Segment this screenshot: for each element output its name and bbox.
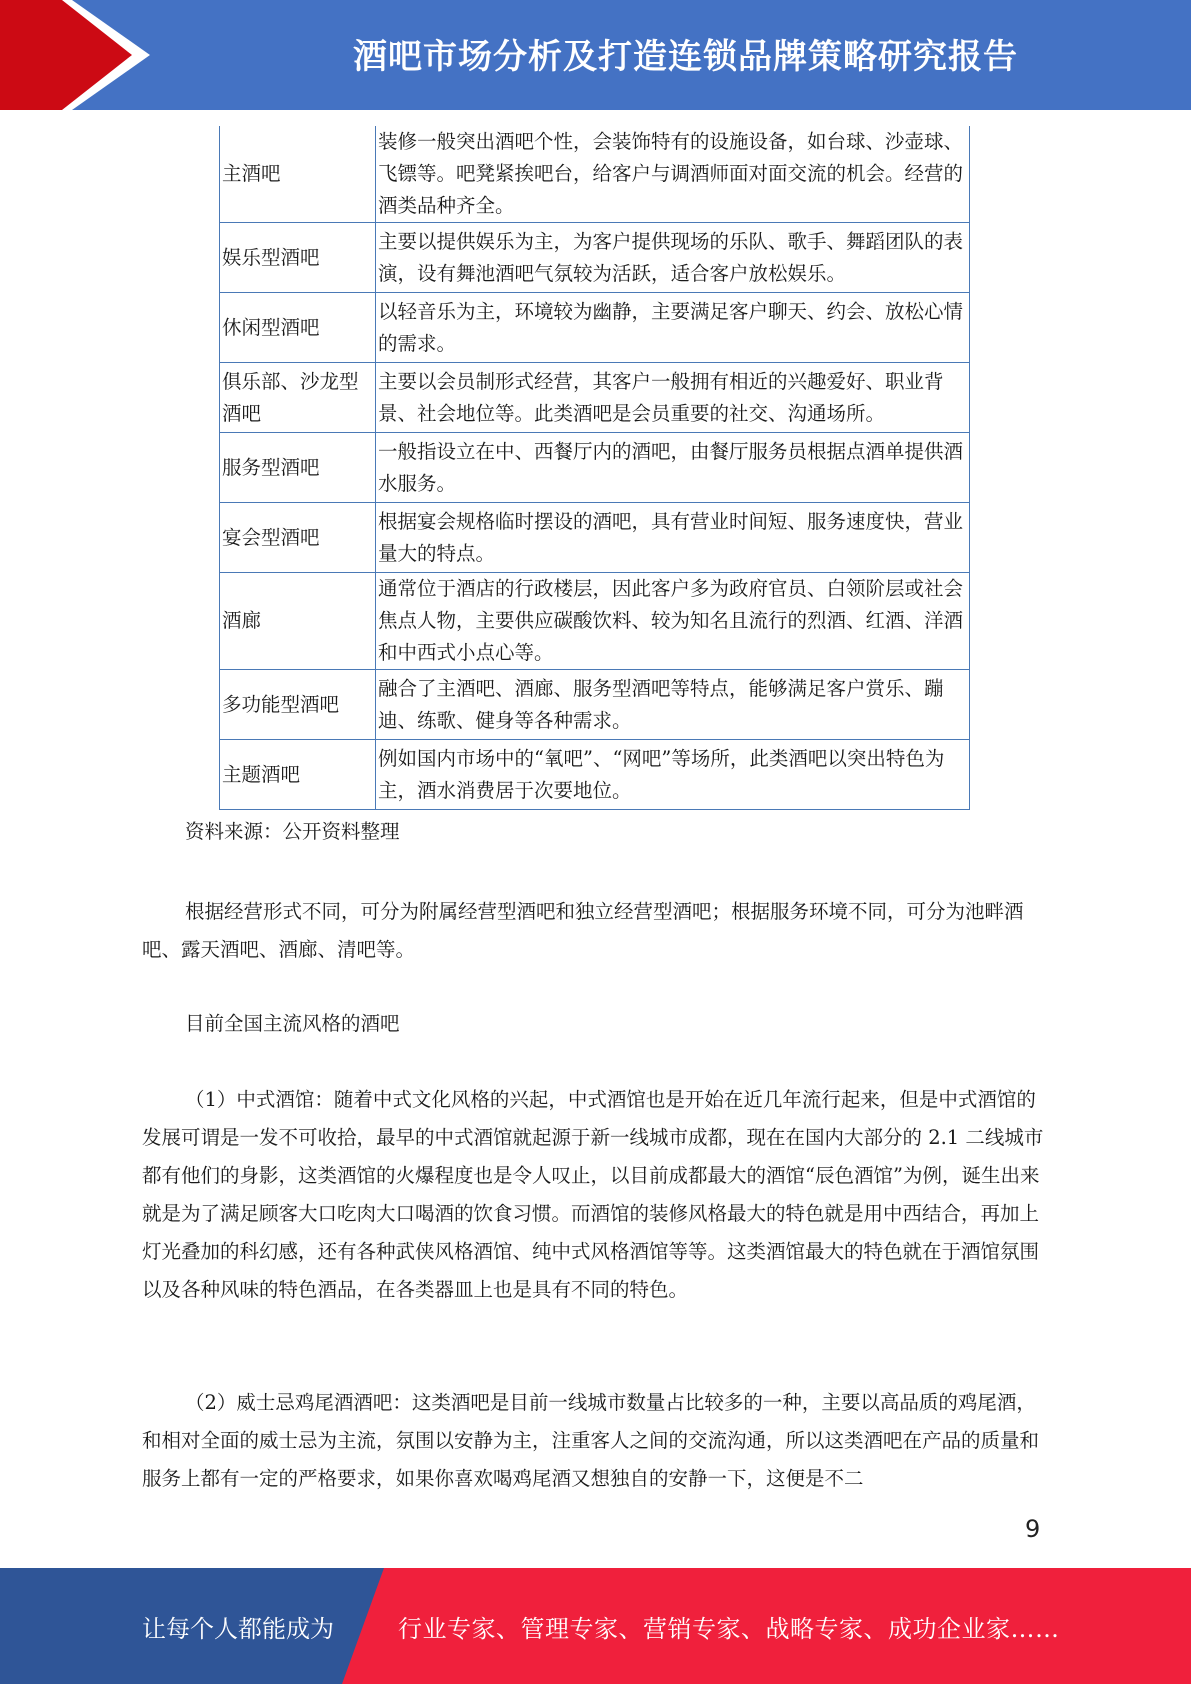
bar-type-description: 融合了主酒吧、酒廊、服务型酒吧等特点，能够满足客户赏乐、蹦迪、练歌、健身等各种需求。 xyxy=(376,670,970,740)
paragraph-classification: 根据经营形式不同，可分为附属经营型酒吧和独立经营型酒吧；根据服务环境不同，可分为池畔酒吧、露天酒吧、酒廊、清吧等。 xyxy=(142,900,1024,961)
table-row xyxy=(220,433,970,503)
bar-type-description: 以轻音乐为主，环境较为幽静，主要满足客户聊天、约会、放松心情的需求。 xyxy=(376,293,970,363)
bar-type-description: 装修一般突出酒吧个性，会装饰特有的设施设备，如台球、沙壶球、飞镖等。吧凳紧挨吧台，给客户与调酒师面对面交流的机会。经营的酒类品种齐全。 xyxy=(376,126,970,223)
bar-type-description: 通常位于酒店的行政楼层，因此客户多为政府官员、白领阶层或社会焦点人物，主要供应碳酸饮料、较为知名且流行的烈酒、红酒、洋酒和中西式小点心等。 xyxy=(376,573,970,670)
bar-type-description: 主要以会员制形式经营，其客户一般拥有相近的兴趣爱好、职业背景、社会地位等。此类酒吧是会员重要的社交、沟通场所。 xyxy=(376,363,970,433)
bar-type-name: 娱乐型酒吧 xyxy=(220,223,376,293)
bar-type-description: 例如国内市场中的“氧吧”、“网吧”等场所，此类酒吧以突出特色为主，酒水消费居于次要地位。 xyxy=(376,740,970,810)
bar-type-name: 服务型酒吧 xyxy=(220,433,376,503)
page-number: 9 xyxy=(1025,1515,1041,1543)
bar-type-description: 一般指设立在中、西餐厅内的酒吧，由餐厅服务员根据点酒单提供酒水服务。 xyxy=(376,433,970,503)
page-header xyxy=(0,0,1191,110)
footer-slogan-right: 行业专家、管理专家、营销专家、战略专家、成功企业家…… xyxy=(398,1614,1060,1643)
bar-type-name: 主酒吧 xyxy=(220,126,376,223)
footer-slogan-left: 让每个人都能成为 xyxy=(142,1614,334,1643)
paragraph-whisky-cocktail: （2）威士忌鸡尾酒酒吧：这类酒吧是目前一线城市数量占比较多的一种，主要以高品质的鸡尾酒，和相对全面的威士忌为主流，氛围以安静为主，注重客人之间的交流沟通，所以这类酒吧在产品的质量和服务上都有一定的严格要求，如果你喜欢喝鸡尾酒又想独自的安静一下，这便是不二 xyxy=(142,1391,1040,1490)
table-row xyxy=(220,573,970,670)
bar-type-name: 多功能型酒吧 xyxy=(220,670,376,740)
bar-type-description: 主要以提供娱乐为主，为客户提供现场的乐队、歌手、舞蹈团队的表演，设有舞池酒吧气氛较为活跃，适合客户放松娱乐。 xyxy=(376,223,970,293)
table-row xyxy=(220,363,970,433)
table-row xyxy=(220,670,970,740)
table-row xyxy=(220,740,970,810)
bar-type-name: 酒廊 xyxy=(220,573,376,670)
page-footer xyxy=(0,1568,1191,1684)
table-row xyxy=(220,293,970,363)
paragraph-mainstream-heading: 目前全国主流风格的酒吧 xyxy=(185,1012,400,1035)
bar-type-name: 宴会型酒吧 xyxy=(220,503,376,573)
table-row xyxy=(220,223,970,293)
header-chevron-icon xyxy=(0,0,200,110)
bar-type-table xyxy=(219,126,970,810)
source-note: 资料来源：公开资料整理 xyxy=(185,820,400,843)
table-row xyxy=(220,126,970,223)
bar-type-name: 主题酒吧 xyxy=(220,740,376,810)
bar-type-name: 俱乐部、沙龙型酒吧 xyxy=(220,363,376,433)
paragraph-chinese-tavern: （1）中式酒馆：随着中式文化风格的兴起，中式酒馆也是开始在近几年流行起来，但是中式酒馆的发展可谓是一发不可收拾，最早的中式酒馆就起源于新一线城市成都，现在在国内大部分的 2.1 二线城市都有他们的身影，这类酒馆的火爆程度也是令人叹止，以目前成都最大的酒馆“辰色酒馆”为例，诞生出来就是为了满足顾客大口吃肉大口喝酒的饮食习惯。而酒馆的装修风格最大的特色就是用中西结合，再加上灯光叠加的科幻感，还有各种武侠风格酒馆、纯中式风格酒馆等等。这类酒馆最大的特色就在于酒馆氛围以及各种风味的特色酒品，在各类器皿上也是具有不同的特色。 xyxy=(142,1088,1044,1301)
bar-type-description: 根据宴会规格临时摆设的酒吧，具有营业时间短、服务速度快，营业量大的特点。 xyxy=(376,503,970,573)
report-title: 酒吧市场分析及打造连锁品牌策略研究报告 xyxy=(353,36,1018,77)
bar-type-name: 休闲型酒吧 xyxy=(220,293,376,363)
table-row xyxy=(220,503,970,573)
